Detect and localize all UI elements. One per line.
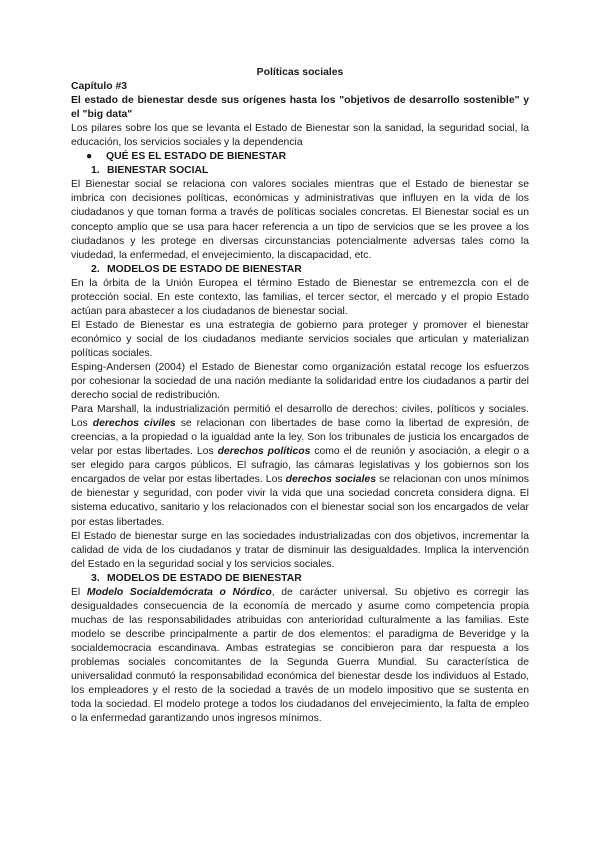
section-1-title: BIENESTAR SOCIAL	[107, 165, 209, 177]
section-3-paragraph	[71, 586, 529, 726]
section-3-number: 3.	[91, 572, 100, 584]
section-3-title: MODELOS DE ESTADO DE BIENESTAR	[107, 572, 302, 584]
model-text-b: , de carácter universal. Su objetivo es corregir las desigualdades consecuencia de la economía de mercado y asume como competencia propia muchas de las responsabilidades atribuidas con anterioridad culturalmente a las familias. Este modelo se describe principalmente a partir de dos elementos: el paradigma de Beveridge y la socialdemocracia escandinava. Ambas estrategias se concibieron para dar respuesta a los problemas sociales concomitantes de la Segunda Guerra Mundial. Su característica de universalidad conmutó la responsabilidad económica del bienestar desde los individuos al Estado, los empleadores y el resto de la sociedad a través de un modelo impositivo que se sustenta en toda la sociedad. El modelo protege a todos los ciudadanos del envejecimiento, la falta de empleo o la enfermedad garantizando unos ingresos mínimos.	[71, 586, 529, 725]
bullet-heading	[71, 150, 529, 164]
chapter-label: Capítulo #3	[71, 81, 128, 93]
rights-text-a: Para Marshall, la industrialización permitió el desarrollo de derechos: civiles, políticos y sociales. Los	[71, 404, 529, 430]
rights-text-d: se relacionan con unos mínimos de bienestar y seguridad, con poder vivir la vida que una sociedad concreta considera digna. El sistema educativo, sanitario y los relacionados con el bienestar social son los encargados de velar por estas libertades.	[71, 474, 529, 528]
rights-text-c: como el de reunión y asociación, a elegir o a ser elegido para cargos públicos. El sufragio, las cámaras legislativas y los gobiernos son los encargados de velar por estas libertades. Los	[71, 446, 530, 486]
bullet-heading-text: QUÉ ES EL ESTADO DE BIENESTAR	[106, 151, 287, 163]
chapter-subtitle: El estado de bienestar desde sus orígenes hasta los "objetivos de desarrollo sostenible" y el "big data"	[71, 95, 529, 121]
section-3-heading	[71, 572, 529, 586]
section-2-paragraph-3: Esping-Andersen (2004) el Estado de Bienestar como organización estatal recoge los esfuerzos por cohesionar la sociedad de una nación mediante la solidaridad entre los ciudadanos a partir del derecho social de redistribución.	[71, 361, 529, 402]
section-2-heading	[71, 263, 529, 277]
rights-text-b: se relacionan con libertades de base como la libertad de expresión, de creencias, a la propiedad o la igualdad ante la ley. Son los tribunales de justicia los encargados de velar por estas libertades. Los	[71, 418, 529, 458]
bullet-icon: ●	[86, 151, 93, 163]
term-modelo-nordico: Modelo Socialdemócrata o Nórdico	[86, 586, 272, 598]
term-derechos-politicos: derechos políticos	[217, 446, 311, 458]
term-derechos-sociales: derechos sociales	[285, 474, 376, 486]
section-2-number: 2.	[91, 263, 100, 275]
document-title: Políticas sociales	[256, 67, 344, 78]
section-2-paragraph-4	[71, 403, 529, 529]
section-2-paragraph-2: El Estado de Bienestar es una estrategia de gobierno para proteger y promover el bienestar económico y social de los ciudadanos mediante servicios sociales que articulan y materializan políticas sociales.	[71, 319, 529, 359]
model-text-a: El	[71, 586, 87, 598]
section-2-paragraph-1: En la órbita de la Unión Europea el término Estado de Bienestar se entremezcla con el de protección social. En este contexto, las familias, el tercer sector, el mercado y el propio Estado actúan para abastecer a los ciudadanos de bienestar social.	[71, 277, 529, 317]
section-1-number: 1.	[91, 165, 100, 177]
section-1-heading	[71, 164, 529, 178]
section-1-paragraph: El Bienestar social se relaciona con valores sociales mientras que el Estado de bienestar se imbrica con decisiones políticas, económicas y administrativas que influyen en la vida de los ciudadanos y que toman forma a través de políticas sociales concretas. El Bienestar social es un concepto amplio que se usa para hacer referencia a un tipo de servicios que se les provee a los ciudadanos y les protege en diversas circunstancias potencialmente adversas tales como la viudedad, la enfermedad, el envejecimiento, la discapacidad, etc.	[71, 179, 529, 261]
section-2-paragraph-5: El Estado de bienestar surge en las sociedades industrializadas con dos objetivos, incrementar la calidad de vida de los ciudadanos y tratar de disminuir las desigualdades. Implica la intervención del Estado en la seguridad social y los servicios sociales.	[71, 530, 529, 570]
document-page	[71, 66, 529, 726]
term-derechos-civiles: derechos civiles	[92, 418, 176, 430]
section-2-title: MODELOS DE ESTADO DE BIENESTAR	[107, 263, 302, 275]
intro-paragraph: Los pilares sobre los que se levanta el Estado de Bienestar son la sanidad, la seguridad social, la educación, los servicios sociales y la dependencia	[71, 123, 529, 149]
